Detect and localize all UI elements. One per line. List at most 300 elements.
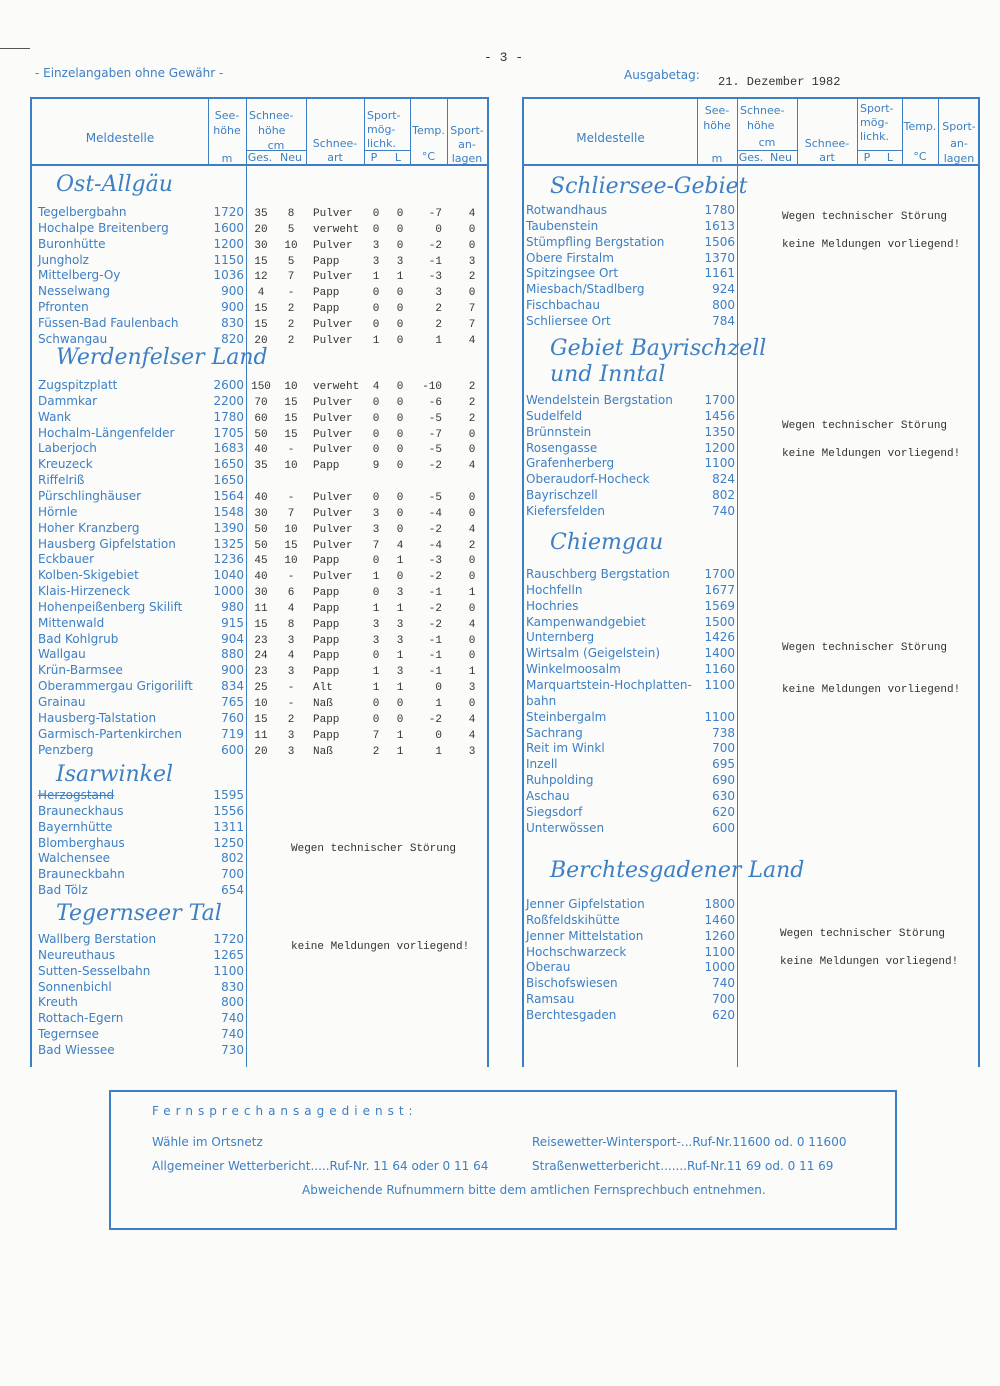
sport-l: 3 — [396, 666, 404, 679]
station-altitude: 1161 — [704, 266, 735, 281]
station-name: Wallgau — [38, 647, 86, 662]
sport-p: 0 — [372, 587, 380, 600]
snow-type: Pulver — [313, 396, 353, 409]
temperature: -3 — [428, 271, 442, 284]
facilities: 0 — [468, 650, 476, 663]
station-name: Ramsau — [526, 992, 575, 1007]
header-temp-unit: °C — [421, 150, 436, 163]
header-altitude-unit: m — [221, 152, 233, 165]
left-notice-line1: Wegen technischer Störung — [291, 843, 457, 855]
station-altitude: 695 — [712, 757, 735, 772]
snow-total: 4 — [257, 287, 265, 300]
station-name: Obere Firstalm — [526, 250, 614, 265]
station-name: Rottach-Egern — [38, 1011, 124, 1026]
snow-new: 2 — [287, 334, 295, 347]
snow-total: 15 — [254, 255, 268, 268]
header-snow-right-2: höhe — [747, 119, 775, 132]
station-altitude: 654 — [221, 883, 244, 898]
temperature: -3 — [428, 555, 442, 568]
snow-new: 4 — [287, 650, 295, 663]
header-altitude-2: höhe — [213, 124, 241, 137]
snow-total: 24 — [254, 650, 268, 663]
snow-new: 6 — [287, 587, 295, 600]
station-altitude: 1100 — [704, 709, 735, 724]
sport-p: 0 — [372, 713, 380, 726]
station-name: Tegernsee — [38, 1027, 100, 1042]
sport-p: 0 — [372, 444, 380, 457]
sport-l: 0 — [396, 334, 404, 347]
station-name: Garmisch-Partenkirchen — [38, 726, 183, 741]
station-name: Eckbauer — [38, 552, 95, 567]
sport-p: 0 — [372, 208, 380, 220]
temperature: 0 — [435, 682, 442, 695]
snow-type: Pulver — [313, 239, 353, 252]
facilities: 2 — [468, 381, 476, 393]
snow-total: 15 — [254, 618, 268, 631]
snow-total: 150 — [251, 381, 271, 393]
station-altitude: 1720 — [213, 932, 244, 946]
header-facilities-right-2: an- — [950, 137, 968, 150]
station-altitude: 1400 — [704, 646, 735, 661]
temperature: -1 — [428, 666, 442, 679]
facilities: 7 — [468, 303, 476, 316]
snow-type: Pulver — [313, 491, 353, 504]
station-name: Spitzingsee Ort — [526, 266, 619, 281]
station-altitude: 1677 — [704, 582, 735, 597]
station-altitude: 1700 — [704, 393, 735, 407]
berchtesgaden-notice-line1: Wegen technischer Störung — [780, 928, 946, 940]
station-name: Hausberg-Talstation — [38, 710, 157, 725]
snow-new: 8 — [287, 208, 295, 220]
snow-type: Pulver — [313, 523, 353, 536]
header-snowtype-right-1: Schnee- — [804, 137, 850, 150]
sport-p: 1 — [372, 602, 380, 615]
snow-total: 50 — [254, 539, 268, 552]
temperature: 1 — [435, 745, 442, 758]
sport-p: 1 — [372, 334, 380, 347]
station-name: Unterwössen — [526, 820, 605, 835]
facilities: 2 — [468, 271, 476, 284]
station-altitude: 1700 — [704, 567, 735, 581]
region-title: und Inntal — [550, 362, 666, 387]
region-title: Berchtesgadener Land — [550, 858, 805, 883]
sport-l: 0 — [396, 428, 404, 441]
station-altitude: 830 — [221, 315, 244, 330]
facilities: 0 — [468, 428, 476, 441]
station-altitude: 1780 — [213, 409, 244, 424]
station-name: Wendelstein Bergstation — [526, 393, 673, 407]
sport-l: 1 — [396, 729, 404, 742]
issue-date: 21. Dezember 1982 — [718, 75, 841, 89]
snow-type: Papp — [313, 587, 340, 600]
header-snow-total: Ges. — [247, 151, 273, 164]
station-altitude: 1600 — [213, 220, 244, 235]
station-name: bahn — [526, 693, 557, 708]
temperature: 2 — [435, 303, 442, 316]
sport-l: 1 — [396, 555, 404, 568]
station-altitude: 830 — [221, 979, 244, 994]
station-name: Schwangau — [38, 331, 108, 346]
station-altitude: 700 — [712, 992, 735, 1007]
station-altitude: 1780 — [704, 203, 735, 217]
facilities: 0 — [468, 287, 476, 300]
station-name: Hochschwarzeck — [526, 944, 627, 959]
snow-new: - — [287, 287, 295, 300]
station-name: Siegsdorf — [526, 804, 583, 819]
snow-type: Papp — [313, 634, 340, 647]
station-altitude: 1460 — [704, 912, 735, 927]
snow-type: Papp — [313, 666, 340, 679]
sport-l: 0 — [396, 571, 404, 584]
snow-new: 7 — [287, 271, 295, 284]
snow-type: Papp — [313, 602, 340, 615]
sport-p: 0 — [372, 650, 380, 663]
header-sport-right-p: P — [863, 151, 871, 164]
bayrischzell-notice-line2: keine Meldungen vorliegend! — [782, 448, 961, 460]
footer-local: Wähle im Ortsnetz — [152, 1135, 263, 1149]
station-name: Fischbachau — [526, 298, 600, 313]
temperature: -2 — [428, 602, 442, 615]
snow-type: Pulver — [313, 428, 353, 441]
header-snowtype-1: Schnee- — [312, 137, 358, 150]
snow-type: verweht — [313, 381, 360, 393]
station-altitude: 730 — [221, 1042, 244, 1057]
sport-p: 1 — [372, 571, 380, 584]
temperature: -2 — [428, 571, 442, 584]
station-altitude: 1390 — [213, 520, 244, 535]
sport-l: 0 — [396, 713, 404, 726]
sport-l: 1 — [396, 650, 404, 663]
sport-l: 0 — [396, 491, 404, 504]
station-name: Bayrischzell — [526, 488, 598, 503]
snow-total: 23 — [254, 634, 268, 647]
header-facilities-right-1: Sport- — [942, 120, 976, 133]
snow-total: 35 — [254, 208, 268, 220]
station-name: Zugspitzplatt — [38, 378, 118, 392]
region-title: Gebiet Bayrischzell — [550, 336, 767, 361]
snow-total: 40 — [254, 491, 268, 504]
station-name: Reit im Winkl — [526, 741, 605, 756]
snow-total: 25 — [254, 682, 268, 695]
station-name: Oberammergau Grigorilift — [38, 679, 193, 694]
station-name: Marquartstein-Hochplatten- — [526, 677, 692, 692]
station-altitude: 1456 — [704, 408, 735, 423]
station-name: Jenner Mittelstation — [526, 928, 644, 943]
header-facilities-1: Sport- — [450, 124, 484, 137]
facilities: 1 — [468, 666, 476, 679]
snow-new: 2 — [287, 303, 295, 316]
sport-l: 0 — [396, 239, 404, 252]
sport-p: 0 — [372, 698, 380, 710]
station-name: Hochries — [526, 598, 579, 613]
facilities: 3 — [468, 682, 476, 695]
station-name: Bayernhütte — [38, 819, 113, 834]
station-altitude: 1683 — [213, 441, 244, 456]
temperature: -1 — [428, 650, 442, 663]
station-altitude: 980 — [221, 599, 244, 614]
snow-type: Alt — [313, 682, 333, 695]
facilities: 4 — [468, 334, 476, 347]
sport-p: 0 — [372, 303, 380, 316]
snow-total: 30 — [254, 587, 268, 600]
header-temp-1: Temp. — [412, 124, 445, 137]
station-name: Brauneckhaus — [38, 803, 124, 818]
station-altitude: 1036 — [213, 268, 244, 283]
temperature: -1 — [428, 634, 442, 647]
temperature: -2 — [428, 239, 442, 252]
station-altitude: 2600 — [213, 378, 244, 392]
sport-p: 0 — [372, 412, 380, 425]
station-name: Sachrang — [526, 725, 583, 740]
snow-new: - — [287, 571, 295, 584]
station-altitude: 1000 — [213, 584, 244, 599]
sport-l: 0 — [396, 412, 404, 425]
station-name: Unternberg — [526, 630, 595, 645]
station-altitude: 2200 — [213, 393, 244, 408]
sport-p: 1 — [372, 271, 380, 284]
sport-l: 1 — [396, 745, 404, 758]
station-altitude: 1556 — [213, 803, 244, 818]
facilities: 3 — [468, 745, 476, 758]
header-facilities-right-3: lagen — [943, 152, 975, 165]
snow-type: Papp — [313, 460, 340, 473]
temperature: -6 — [428, 396, 442, 409]
station-name: Brünnstein — [526, 424, 592, 439]
snow-type: Pulver — [313, 571, 353, 584]
station-name: Mittelberg-Oy — [38, 268, 121, 283]
facilities: 0 — [468, 223, 476, 236]
region-title: Isarwinkel — [56, 762, 174, 787]
station-name: Hochfelln — [526, 582, 583, 597]
snow-total: 11 — [254, 602, 268, 615]
sport-l: 0 — [396, 381, 404, 393]
snow-new: 15 — [284, 428, 298, 441]
station-name: Rotwandhaus — [526, 203, 608, 217]
snow-new: 15 — [284, 396, 298, 409]
station-altitude: 1569 — [704, 598, 735, 613]
temperature: -2 — [428, 460, 442, 473]
station-altitude: 1100 — [704, 944, 735, 959]
bayrischzell-notice-line1: Wegen technischer Störung — [782, 420, 948, 432]
snow-total: 15 — [254, 713, 268, 726]
header-facilities-2: an- — [458, 138, 476, 151]
temperature: 0 — [435, 729, 442, 742]
station-altitude: 924 — [712, 282, 735, 297]
temperature: -5 — [428, 444, 442, 457]
footer-road: Straßenwetterbericht.......Ruf-Nr.11 69 od. 0 11 69 — [532, 1159, 834, 1173]
header-sport-right-1: Sport- — [860, 102, 894, 115]
header-snow-right-unit: cm — [758, 136, 776, 149]
region-title: Ost-Allgäu — [56, 172, 173, 197]
station-name: Füssen-Bad Faulenbach — [38, 315, 179, 330]
station-altitude: 900 — [221, 300, 244, 315]
station-name: Krün-Barmsee — [38, 663, 123, 678]
station-name: Bischofswiesen — [526, 976, 618, 991]
facilities: 4 — [468, 208, 476, 220]
station-altitude: 1000 — [704, 960, 735, 975]
sport-p: 1 — [372, 682, 380, 695]
snow-total: 23 — [254, 666, 268, 679]
header-snow-right-new: Neu — [770, 151, 792, 164]
region-title: Werdenfelser Land — [56, 345, 268, 370]
snow-total: 11 — [254, 729, 268, 742]
header-altitude-1: See- — [214, 109, 240, 122]
snow-type: Pulver — [313, 208, 353, 220]
snow-total: 20 — [254, 745, 268, 758]
snow-new: 10 — [284, 239, 298, 252]
station-name: Grainau — [38, 695, 86, 709]
sport-p: 3 — [372, 239, 380, 252]
station-altitude: 1200 — [213, 236, 244, 251]
region-title: Schliersee-Gebiet — [550, 174, 748, 199]
station-name: Wirtsalm (Geigelstein) — [526, 646, 661, 661]
sport-p: 7 — [372, 539, 380, 552]
station-altitude: 820 — [221, 331, 244, 346]
sport-l: 0 — [396, 303, 404, 316]
station-name: Schliersee Ort — [526, 313, 611, 328]
snow-new: 8 — [287, 618, 295, 631]
station-name: Jungholz — [38, 252, 89, 267]
station-name: Mittenwald — [38, 615, 105, 630]
snow-total: 20 — [254, 334, 268, 347]
snow-new: 3 — [287, 666, 295, 679]
station-name: Hörnle — [38, 504, 78, 519]
temperature: -2 — [428, 523, 442, 536]
station-name: Hausberg Gipfelstation — [38, 536, 176, 551]
temperature: 2 — [435, 318, 442, 331]
header-snow-right-1: Schnee- — [740, 104, 785, 117]
facilities: 0 — [468, 491, 476, 504]
header-sport-l: L — [394, 151, 402, 164]
sport-l: 0 — [396, 208, 404, 220]
facilities: 0 — [468, 507, 476, 520]
snow-type: Pulver — [313, 539, 353, 552]
sport-p: 3 — [372, 255, 380, 268]
station-name: Grafenherberg — [526, 456, 615, 471]
station-altitude: 600 — [221, 742, 244, 757]
station-name: Kiefersfelden — [526, 503, 605, 518]
chiemgau-notice-line1: Wegen technischer Störung — [782, 642, 948, 654]
snow-total: 35 — [254, 460, 268, 473]
station-altitude: 1548 — [213, 504, 244, 519]
sport-p: 4 — [372, 381, 380, 393]
station-altitude: 1500 — [704, 614, 735, 629]
station-altitude: 1100 — [704, 677, 735, 692]
snow-type: Papp — [313, 650, 340, 663]
station-altitude: 620 — [712, 804, 735, 819]
snow-total: 45 — [254, 555, 268, 568]
station-altitude: 1250 — [213, 835, 244, 850]
facilities: 0 — [468, 602, 476, 615]
header-snow-right-total: Ges. — [738, 151, 764, 164]
sport-l: 0 — [396, 223, 404, 236]
station-name: Pfronten — [38, 300, 89, 315]
station-altitude: 765 — [221, 695, 244, 709]
footer-general: Allgemeiner Wetterbericht.....Ruf-Nr. 11 64 oder 0 11 64 — [152, 1159, 489, 1173]
station-altitude: 738 — [712, 725, 735, 740]
header-sport-3: lichk. — [367, 137, 396, 150]
station-altitude: 1613 — [704, 218, 735, 233]
sport-p: 0 — [372, 396, 380, 409]
station-altitude: 1311 — [213, 819, 244, 834]
station-altitude: 1325 — [213, 536, 244, 551]
station-name: Sutten-Sesselbahn — [38, 963, 151, 978]
snow-new: - — [287, 682, 295, 695]
temperature: -2 — [428, 618, 442, 631]
snow-new: - — [287, 444, 295, 457]
issue-label: Ausgabetag: — [624, 68, 700, 82]
header-snow-1: Schnee- — [249, 109, 294, 122]
station-altitude: 802 — [221, 851, 244, 866]
sport-p: 3 — [372, 507, 380, 520]
snow-total: 70 — [254, 396, 268, 409]
snow-new: 3 — [287, 729, 295, 742]
snow-new: 2 — [287, 713, 295, 726]
facilities: 3 — [468, 255, 476, 268]
station-name: Stümpfling Bergstation — [526, 234, 665, 249]
station-altitude: 740 — [221, 1011, 244, 1026]
chiemgau-notice-line2: keine Meldungen vorliegend! — [782, 684, 961, 696]
station-altitude: 800 — [221, 995, 244, 1010]
temperature: -2 — [428, 713, 442, 726]
sport-p: 3 — [372, 523, 380, 536]
temperature: -4 — [428, 539, 442, 552]
facilities: 1 — [468, 587, 476, 600]
station-name: Oberaudorf-Hocheck — [526, 472, 650, 487]
sport-l: 0 — [396, 287, 404, 300]
snow-total: 12 — [254, 271, 268, 284]
schliersee-notice-line1: Wegen technischer Störung — [782, 211, 948, 223]
facilities: 4 — [468, 729, 476, 742]
facilities: 0 — [468, 239, 476, 252]
station-name: Winkelmoosalm — [526, 662, 621, 677]
snow-new: 15 — [284, 539, 298, 552]
snow-new: 5 — [287, 255, 295, 268]
facilities: 0 — [468, 698, 476, 710]
station-altitude: 1160 — [704, 662, 735, 677]
snow-type: verweht — [313, 223, 360, 236]
station-altitude: 1370 — [704, 250, 735, 265]
sport-p: 9 — [372, 460, 380, 473]
station-name: Pürschlinghäuser — [38, 488, 142, 503]
snow-total: 50 — [254, 428, 268, 441]
snow-type: Papp — [313, 287, 340, 300]
facilities: 4 — [468, 713, 476, 726]
snow-type: Naß — [313, 745, 333, 758]
region-title: Chiemgau — [550, 530, 664, 555]
facilities: 0 — [468, 634, 476, 647]
sport-p: 0 — [372, 555, 380, 568]
station-name: Hoher Kranzberg — [38, 520, 140, 535]
snow-type: Papp — [313, 255, 340, 268]
station-name: Jenner Gipfelstation — [526, 897, 645, 911]
snow-type: Pulver — [313, 444, 353, 457]
station-name: Berchtesgaden — [526, 1007, 617, 1022]
snow-new: 3 — [287, 745, 295, 758]
station-altitude: 740 — [712, 503, 735, 518]
sport-p: 0 — [372, 428, 380, 441]
station-altitude: 784 — [712, 313, 735, 328]
station-name: Aschau — [526, 788, 570, 803]
temperature: 1 — [435, 698, 442, 710]
header-snow-2: höhe — [258, 124, 286, 137]
snow-new: 5 — [287, 223, 295, 236]
temperature: -10 — [422, 381, 442, 393]
temperature: -1 — [428, 255, 442, 268]
sport-l: 0 — [396, 698, 404, 710]
facilities: 7 — [468, 318, 476, 331]
station-name: Steinbergalm — [526, 709, 607, 724]
